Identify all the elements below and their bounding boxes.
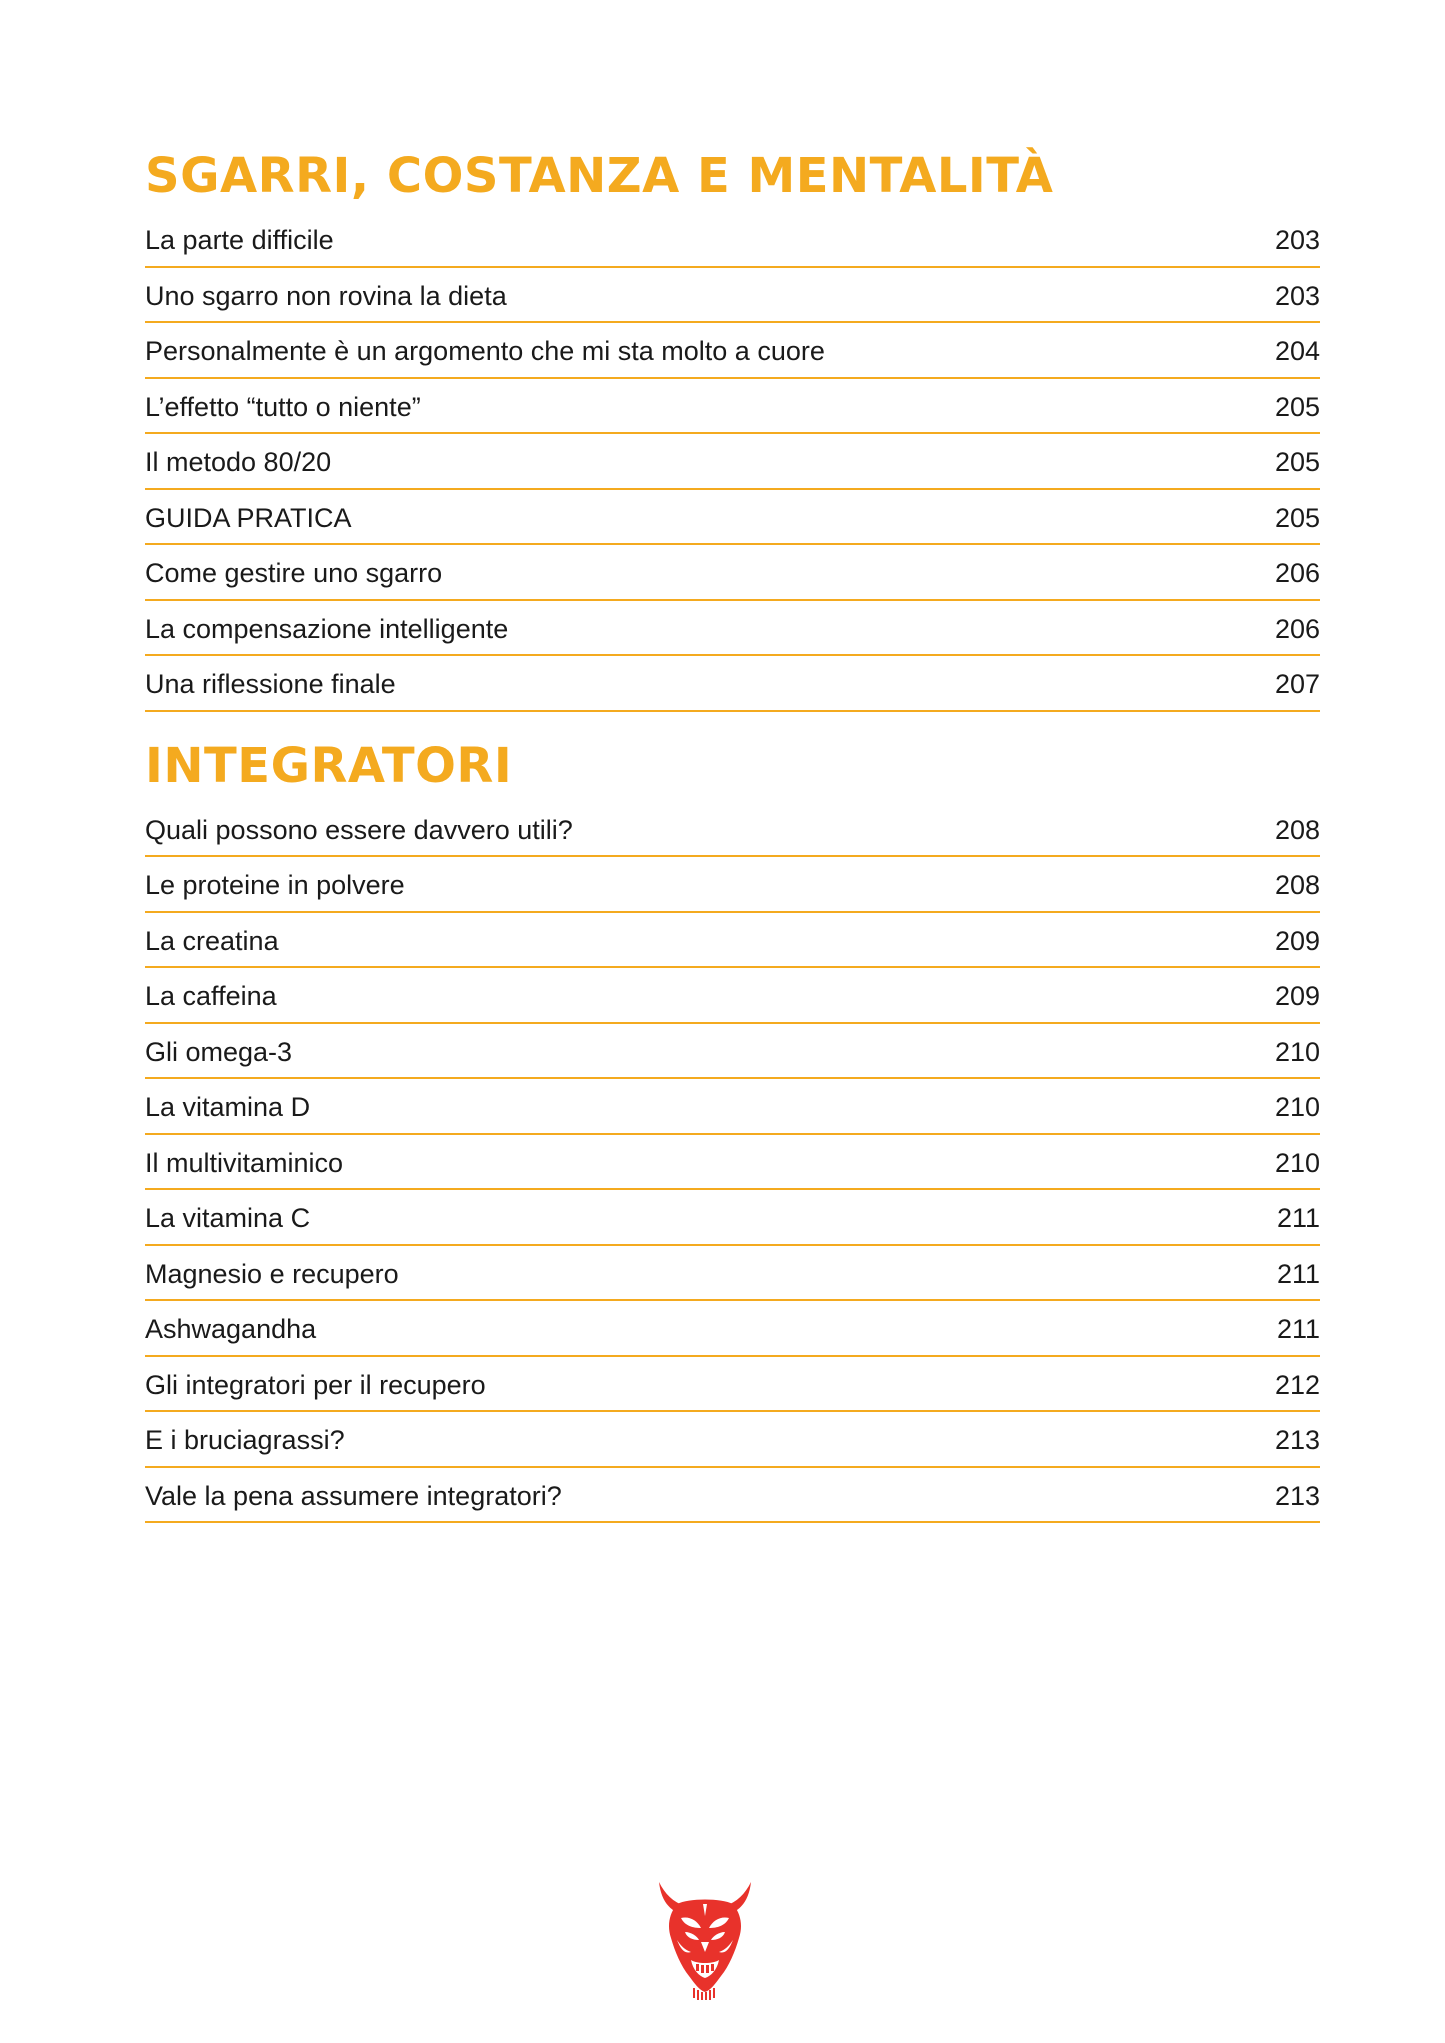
section-title: SGARRI, COSTANZA E MENTALITÀ bbox=[145, 148, 1054, 204]
toc-entry-label: L’effetto “tutto o niente” bbox=[145, 391, 421, 422]
oni-demon-mask-icon bbox=[655, 1880, 755, 2000]
toc-entry-page: 206 bbox=[1274, 613, 1320, 644]
toc-entry-label: Vale la pena assumere integratori? bbox=[145, 1480, 562, 1511]
toc-entry-label: Gli omega-3 bbox=[145, 1036, 293, 1067]
toc-entry-label: La vitamina C bbox=[145, 1203, 311, 1234]
toc-entry[interactable] bbox=[145, 857, 1320, 913]
toc-entry[interactable] bbox=[145, 656, 1320, 712]
toc-entry-label: La caffeina bbox=[145, 981, 277, 1012]
toc-entry-label: E i bruciagrassi? bbox=[145, 1425, 345, 1456]
toc-entry[interactable] bbox=[145, 968, 1320, 1024]
toc-entry-page: 209 bbox=[1274, 925, 1320, 956]
toc-entry[interactable] bbox=[145, 913, 1320, 969]
toc-entry-page: 213 bbox=[1274, 1425, 1320, 1456]
toc-entry-label: La compensazione intelligente bbox=[145, 613, 509, 644]
toc-entry-page: 205 bbox=[1274, 502, 1320, 533]
toc-list bbox=[145, 802, 1320, 1524]
toc-entry-page: 212 bbox=[1274, 1369, 1320, 1400]
toc-entry-page: 205 bbox=[1274, 391, 1320, 422]
toc-entry-label: Il metodo 80/20 bbox=[145, 447, 332, 478]
toc-entry-page: 203 bbox=[1274, 225, 1320, 256]
toc-entry-page: 210 bbox=[1274, 1092, 1320, 1123]
toc-entry-label: La creatina bbox=[145, 925, 279, 956]
toc-entry-page: 211 bbox=[1276, 1203, 1320, 1234]
toc-entry[interactable] bbox=[145, 379, 1320, 435]
toc-entry[interactable] bbox=[145, 601, 1320, 657]
toc-entry-label: La vitamina D bbox=[145, 1092, 311, 1123]
toc-entry[interactable] bbox=[145, 1412, 1320, 1468]
toc-entry[interactable] bbox=[145, 490, 1320, 546]
toc-entry-label: Come gestire uno sgarro bbox=[145, 558, 443, 589]
toc-section-sgarri bbox=[145, 148, 1320, 712]
toc-list bbox=[145, 212, 1320, 712]
table-of-contents bbox=[145, 140, 1320, 1523]
toc-entry-label: Personalmente è un argomento che mi sta molto a cuore bbox=[145, 336, 825, 367]
toc-entry[interactable] bbox=[145, 1024, 1320, 1080]
toc-entry[interactable] bbox=[145, 212, 1320, 268]
toc-entry-page: 209 bbox=[1274, 981, 1320, 1012]
toc-entry-page: 210 bbox=[1274, 1147, 1320, 1178]
toc-entry[interactable] bbox=[145, 1079, 1320, 1135]
toc-entry[interactable] bbox=[145, 323, 1320, 379]
toc-entry-label: Il multivitaminico bbox=[145, 1147, 344, 1178]
toc-entry-label: Gli integratori per il recupero bbox=[145, 1369, 486, 1400]
toc-entry-page: 213 bbox=[1274, 1480, 1320, 1511]
toc-entry[interactable] bbox=[145, 802, 1320, 858]
toc-entry-label: Le proteine in polvere bbox=[145, 870, 405, 901]
toc-entry[interactable] bbox=[145, 1135, 1320, 1191]
toc-entry[interactable] bbox=[145, 1357, 1320, 1413]
toc-entry-page: 211 bbox=[1276, 1314, 1320, 1345]
toc-entry-page: 211 bbox=[1276, 1258, 1320, 1289]
toc-entry-label: Uno sgarro non rovina la dieta bbox=[145, 280, 507, 311]
section-title: INTEGRATORI bbox=[145, 737, 513, 794]
toc-entry-label: Quali possono essere davvero utili? bbox=[145, 814, 573, 845]
toc-entry-page: 206 bbox=[1274, 558, 1320, 589]
toc-entry[interactable] bbox=[145, 1301, 1320, 1357]
toc-entry-page: 203 bbox=[1274, 280, 1320, 311]
toc-entry[interactable] bbox=[145, 434, 1320, 490]
toc-section-integratori bbox=[145, 737, 1320, 1524]
toc-entry-page: 205 bbox=[1274, 447, 1320, 478]
toc-entry-label: Una riflessione finale bbox=[145, 669, 396, 700]
toc-entry-page: 210 bbox=[1274, 1036, 1320, 1067]
toc-entry[interactable] bbox=[145, 1246, 1320, 1302]
toc-entry-label: GUIDA PRATICA bbox=[145, 502, 352, 533]
toc-entry-label: Ashwagandha bbox=[145, 1314, 317, 1345]
toc-entry-page: 207 bbox=[1274, 669, 1320, 700]
toc-entry[interactable] bbox=[145, 1190, 1320, 1246]
toc-entry-page: 208 bbox=[1274, 814, 1320, 845]
toc-entry-page: 208 bbox=[1274, 870, 1320, 901]
toc-entry-label: La parte difficile bbox=[145, 225, 334, 256]
toc-entry-page: 204 bbox=[1274, 336, 1320, 367]
toc-entry-label: Magnesio e recupero bbox=[145, 1258, 399, 1289]
toc-entry[interactable] bbox=[145, 545, 1320, 601]
toc-entry[interactable] bbox=[145, 1468, 1320, 1524]
toc-entry[interactable] bbox=[145, 268, 1320, 324]
